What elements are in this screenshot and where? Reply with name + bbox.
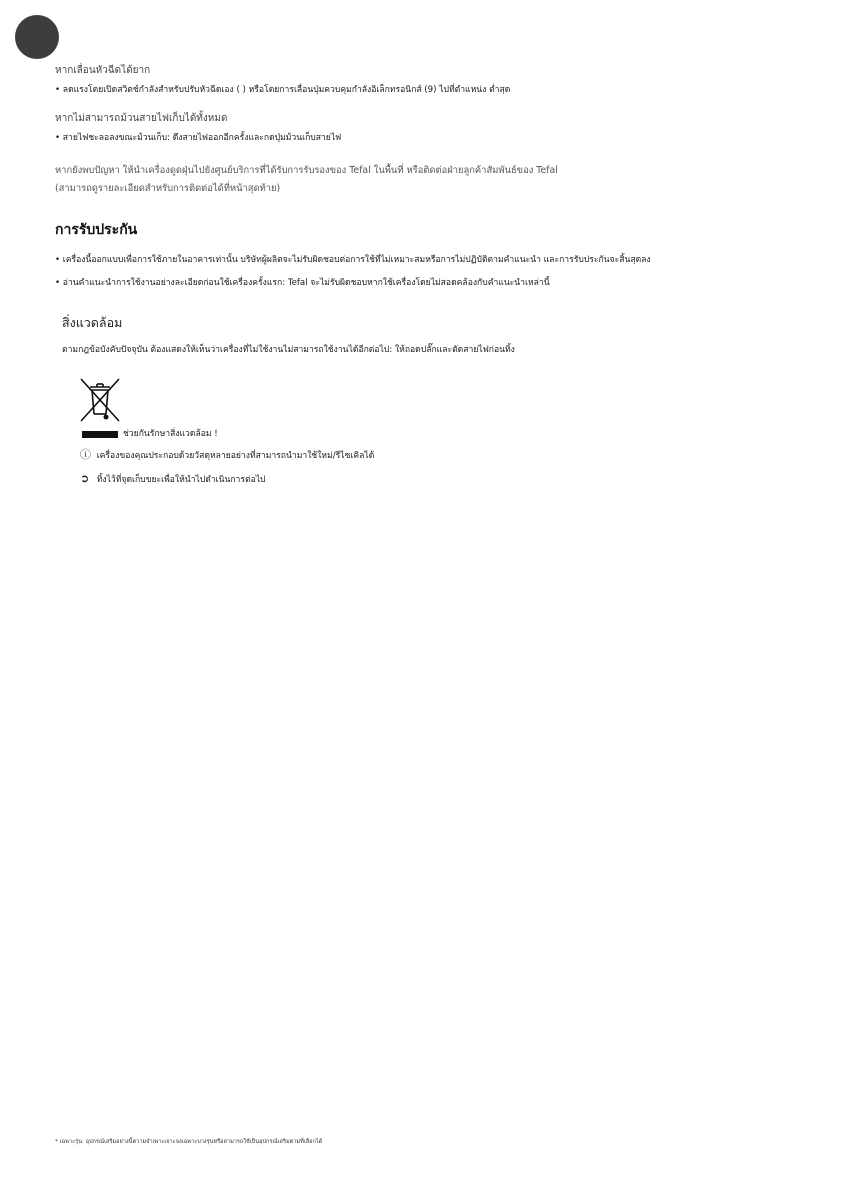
footnote: * เฉพาะรุ่น: อุปกรณ์เสริมอย่างนี้ความจำเพาะเจาะจงเฉพาะบางรุ่นหรือสามารถใช้เป็นอุปกรณ์เสริมตามที่เลือกได้	[55, 1139, 323, 1145]
nozzle-bullet: • ลดแรงโดยเปิดสวิตช์กำลังสำหรับปรับหัวฉีดเอง ( ) หรือโดยการเลื่อนปุ่มควบคุมกำลังอิเล็กทรอนิกส์ (9) ไปที่ตำแหน่ง ต่ำสุด	[55, 85, 511, 95]
environment-section	[62, 313, 788, 357]
environment-heading: สิ่งแวดล้อม	[62, 315, 123, 330]
warranty-heading: การรับประกัน	[55, 222, 138, 238]
cord-heading: หากไม่สามารถม้วนสายไฟเก็บได้ทั้งหมด	[55, 113, 228, 124]
warranty-bullet-2: • อ่านคำแนะนำการใช้งานอย่างละเอียดก่อนใช้เครื่องครั้งแรก: Tefal จะไม่รับผิดชอบหากใช้เครื่องโดยไม่สอดคล้องกับคำแนะนำเหล่านี้	[55, 278, 550, 288]
recycle-item	[80, 448, 374, 463]
warranty-section	[55, 219, 788, 293]
black-bar	[82, 431, 118, 438]
page-section-marker	[15, 15, 59, 59]
problem-line-2: (สามารถดูรายละเอียดสำหรับการติดต่อได้ที่หน้าสุดท้าย)	[55, 183, 281, 194]
cord-section	[55, 112, 788, 145]
arrow-icon: ➲	[80, 472, 90, 485]
cord-bullet: • สายไฟชะลอลงขณะม้วนเก็บ: ดึงสายไฟออกอีกครั้งและกดปุ่มม้วนเก็บสายไฟ	[55, 133, 342, 143]
dispose-text: ทิ้งไว้ที่จุดเก็บขยะเพื่อให้นำไปดำเนินการต่อไป	[96, 475, 266, 485]
recycle-text: เครื่องของคุณประกอบด้วยวัสดุหลายอย่างที่สามารถนำมาใช้ใหม่/รีไซเคิลได้	[96, 451, 375, 461]
problem-section	[55, 162, 788, 198]
warranty-bullet-1: • เครื่องนี้ออกแบบเพื่อการใช้ภายในอาคารเท่านั้น บริษัทผู้ผลิตจะไม่รับผิดชอบต่อการใช้ที่ไม่เหมาะสมหรือการไม่ปฏิบัติตามคำแนะนำ และการรับประกันจะสิ้นสุดลง	[55, 255, 651, 265]
nozzle-heading: หากเลื่อนหัวฉีดได้ยาก	[55, 65, 151, 76]
environment-text: ตามกฎข้อบังคับปัจจุบัน ต้องแสดงให้เห็นว่าเครื่องที่ไม่ใช้งานไม่สามารถใช้งานได้อีกต่อไป: ให้ถอดปลั๊กและตัดสายไฟก่อนทิ้ง	[62, 345, 515, 355]
environment-slogan: ช่วยกันรักษาสิ่งแวดล้อม !	[123, 429, 218, 439]
info-icon: ⓘ	[80, 448, 91, 461]
problem-line-1: หากยังพบปัญหา ให้นำเครื่องดูดฝุ่นไปยังศูนย์บริการที่ได้รับการรับรองของ Tefal ในพื้นที่ หรือติดต่อฝ่ายลูกค้าสัมพันธ์ของ Tefal	[55, 165, 558, 176]
dispose-item	[80, 472, 266, 487]
crossed-out-wheelie-bin-icon	[78, 376, 122, 424]
nozzle-section	[55, 64, 788, 97]
